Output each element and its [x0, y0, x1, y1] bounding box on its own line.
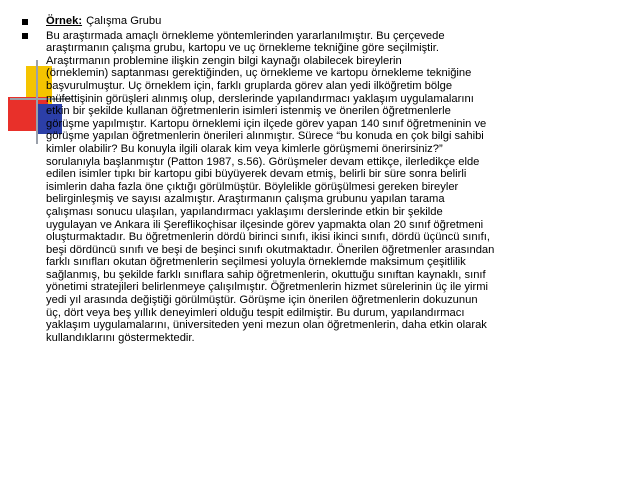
paragraph-line: beşi dördüncü sınıfı ve beşi de beşinci sınıfı okutmaktadır. Önerilen öğretmenler arasından — [46, 243, 495, 256]
paragraph-line: sağlanmış, bu şekilde farklı sınıflara sahip öğretmenlerin, okuttuğu sınıftan kaynaklı, sınıf — [46, 268, 486, 281]
paragraph-line: isimlerin daha fazla öne çıktığı görülmüştür. Böylelikle görüşülmesi gereken bireyler — [46, 180, 459, 193]
paragraph-line: kullandıklarını göstermektedir. — [46, 331, 195, 344]
paragraph-line: Araştırmanın problemine ilişkin zengin bilgi kaynağı olabilecek bireylerin — [46, 54, 402, 67]
paragraph-line: müfettişinin görüşleri alınmış olup, derslerinde yapılandırmacı yaklaşım uygulamalarını — [46, 92, 474, 105]
paragraph-line: farklı sınıfları okutan öğretmenlerin seçilmesi yoluyla örneklemde maksimum çeşitlilik — [46, 256, 466, 269]
bullet-example — [22, 15, 622, 28]
paragraph-line: sorulanıyla başlanmıştır (Patton 1987, s.56). Görüşmeler devam ettikçe, ilerledikçe elde — [46, 155, 480, 168]
slide-content — [22, 15, 622, 344]
paragraph-line: başvurulmuştur. Uç örneklem için, farklı gruplarda görev alan yedi ilköğretim bölge — [46, 79, 453, 92]
paragraph-line: görüşme yapılmıştır. Kartopu örneklemi için ilçede görev yapan 140 sınıf öğretmeninin ve — [46, 117, 487, 130]
paragraph-line: uygulayan ve Ankara ili Şereflikoçhisar ilçesinde görev yapmakta olan 20 sınıf öğretmeni — [46, 218, 484, 231]
paragraph-line: Bu araştırmada amaçlı örnekleme yöntemlerinden yararlanılmıştır. Bu çerçevede — [46, 29, 445, 42]
bullet-study-group — [22, 30, 622, 345]
square-bullet-icon — [22, 33, 28, 39]
paragraph-line: yaklaşım uygulamalarını, üniversiteden yeni mezun olan öğretmenlerin, daha etkin olarak — [46, 319, 487, 332]
paragraph-line: kimler olabilir? Bu konuyla ilgili olarak kim veya kimlerle görüşmemi önerirsiniz?” — [46, 142, 443, 155]
paragraph-line: belirginleşmiş ve sayısı azalmıştır. Araştırmanın çalışma grubunu yapılan tarama — [46, 193, 445, 206]
example-text: Çalışma Grubu — [86, 15, 162, 27]
paragraph-line: (örneklemin) saptanması gerektiğinden, uç örnekleme ve kartopu örnekleme tekniğine — [46, 67, 472, 80]
paragraph-line: yönetimi stratejileri belirlenmeye çalışılmıştır. Öğretmenlerin hizmet sürelerinin üç ile yirmi — [46, 281, 489, 294]
paragraph-line: edilen isimler tıpkı bir kartopu gibi büyüyerek devam etmiş, belirli bir süre sonra belirli — [46, 168, 467, 181]
paragraph-line: çalışması sonucu ulaşılan, yapılandırmacı yaklaşımı derslerinde etkin bir şekilde — [46, 205, 443, 218]
paragraph-line: görüşme yapılan öğretmenlerin önerileri alınmıştır. Sürece “bu konuda en çok bilgi sahibi — [46, 130, 484, 143]
paragraph-line: üç, dört veya beş yıllık deneyimleri olduğu tespit edilmiştir. Bu durum, yapılandırmacı — [46, 306, 465, 319]
paragraph-line: etkin bir şekilde kullanan öğretmenlerin isimleri istenmiş ve önerilen öğretmenlerle — [46, 105, 451, 118]
paragraph-line: oluşturmaktadır. Bu öğretmenlerin dördü birinci sınıfı, ikisi ikinci sınıfı, dördü üçüncü sınıfı, — [46, 231, 490, 244]
example-term: Örnek: — [46, 15, 83, 27]
paragraph-line: araştırmanın çalışma grubu, kartopu ve uç örnekleme tekniğine göre seçilmiştir. — [46, 42, 439, 55]
square-bullet-icon — [22, 19, 28, 25]
paragraph-line: yedi yıl arasında değiştiği görülmüştür. Görüşme için önerilen öğretmenlerin dokuzunun — [46, 294, 478, 307]
study-group-paragraph — [46, 30, 622, 345]
